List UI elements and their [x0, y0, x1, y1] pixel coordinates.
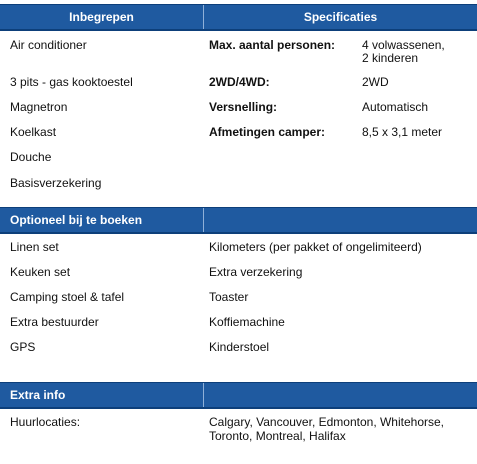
spec-value: 4 volwassenen, — [362, 38, 445, 52]
spec-label: Versnelling: — [209, 100, 278, 114]
extra-info-value: Toronto, Montreal, Halifax — [209, 429, 346, 443]
list-item: GPS — [10, 340, 36, 354]
table-header-bar — [0, 4, 477, 31]
header-label: Specificaties — [303, 10, 378, 24]
header-specificaties — [204, 5, 477, 29]
header-extra-info — [10, 383, 65, 407]
spec-value: 2WD — [362, 75, 389, 89]
spec-label: Max. aantal personen: — [209, 38, 336, 52]
header-divider — [203, 383, 204, 407]
spec-value: Automatisch — [362, 100, 429, 114]
list-item: Extra bestuurder — [10, 315, 99, 329]
list-item: Basisverzekering — [10, 176, 102, 190]
header-optioneel — [10, 208, 142, 232]
header-divider — [203, 208, 204, 232]
list-item: Koffiemachine — [209, 315, 285, 329]
list-item: Keuken set — [10, 265, 71, 279]
header-label: Extra info — [10, 388, 66, 402]
list-item: Koelkast — [10, 125, 57, 139]
header-label: Inbegrepen — [69, 10, 134, 24]
list-item: Toaster — [209, 290, 249, 304]
spec-label: Afmetingen camper: — [209, 125, 326, 139]
extra-info-value: Calgary, Vancouver, Edmonton, Whitehorse, — [209, 415, 445, 429]
extra-info-label: Huurlocaties: — [10, 415, 81, 429]
section-header-optioneel — [0, 207, 477, 234]
spec-value: 2 kinderen — [362, 51, 419, 65]
section-header-extra-info — [0, 382, 477, 409]
list-item: 3 pits - gas kooktoestel — [10, 75, 133, 89]
header-label: Optioneel bij te boeken — [10, 213, 143, 227]
list-item: Kinderstoel — [209, 340, 270, 354]
header-inbegrepen — [0, 5, 203, 29]
list-item: Douche — [10, 150, 52, 164]
list-item: Magnetron — [10, 100, 68, 114]
list-item: Extra verzekering — [209, 265, 303, 279]
list-item: Camping stoel & tafel — [10, 290, 125, 304]
list-item: Kilometers (per pakket of ongelimiteerd) — [209, 240, 422, 254]
list-item: Air conditioner — [10, 38, 87, 52]
list-item: Linen set — [10, 240, 59, 254]
spec-label: 2WD/4WD: — [209, 75, 270, 89]
spec-value: 8,5 x 3,1 meter — [362, 125, 443, 139]
